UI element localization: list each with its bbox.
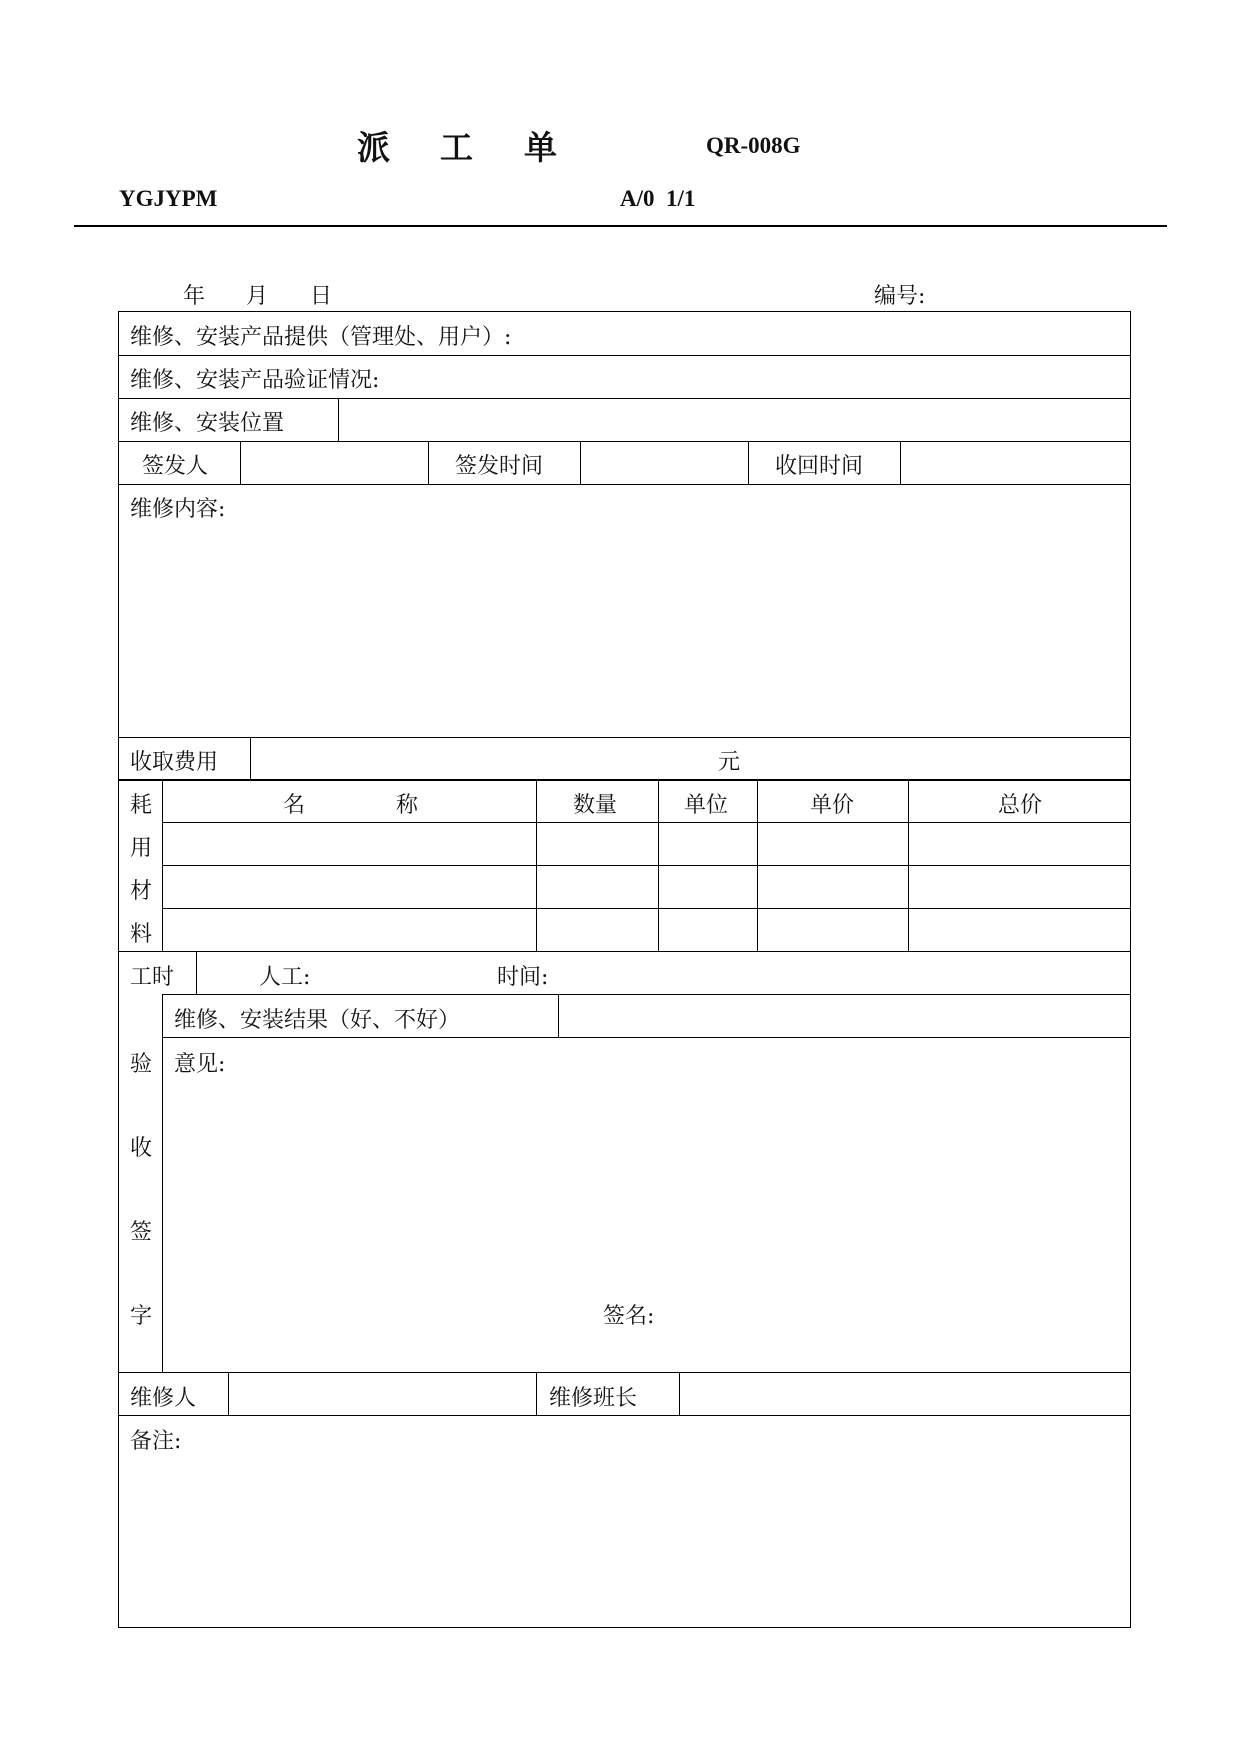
grid-line [162,994,163,1372]
grid-line [118,1372,1131,1373]
grid-line [580,441,581,484]
grid-line [536,1372,537,1415]
grid-line [118,779,1131,781]
grid-line [162,822,1131,823]
grid-line [536,779,537,951]
title-char-1: 派 [357,128,390,167]
repair-result-field[interactable] [560,996,1129,1035]
quantity-header: 数量 [573,793,618,818]
year-label: 年 [183,284,206,309]
team-leader-label: 维修班长 [549,1386,638,1411]
repairer-field[interactable] [230,1374,534,1413]
title-char-2: 工 [440,128,473,167]
grid-line [118,441,1131,442]
document-code: QR-008G [706,133,801,158]
product-verification-label: 维修、安装产品验证情况: [130,368,380,393]
labor-label: 人工: [259,965,311,990]
grid-line [240,441,241,484]
grid-line [162,1037,1131,1038]
remarks-field[interactable] [120,1457,1129,1626]
grid-line [658,779,659,951]
material-name-header-char: 称 [396,793,419,818]
grid-line [228,1372,229,1415]
grid-line [558,994,559,1037]
grid-line [748,441,749,484]
issue-time-field[interactable] [582,443,746,482]
grid-line [250,737,251,779]
issue-time-label: 签发时间 [455,454,544,479]
return-time-label: 收回时间 [775,454,864,479]
unit-price-header: 单价 [810,793,855,818]
opinion-field[interactable] [164,1080,1129,1280]
grid-line [757,779,758,951]
repair-result-label: 维修、安装结果（好、不好） [174,1008,461,1033]
grid-line [162,865,1131,866]
fee-label: 收取费用 [130,750,219,775]
acceptance-side-char: 收 [130,1136,153,1161]
fee-unit: 元 [718,750,741,775]
repair-content-field[interactable] [120,526,1129,735]
grid-line [900,441,901,484]
location-label: 维修、安装位置 [130,411,285,436]
grid-line [162,908,1131,909]
company-code: YGJYPM [119,186,218,211]
grid-line [162,779,163,951]
serial-number-label: 编号: [874,284,926,309]
day-label: 日 [310,284,333,309]
issuer-field[interactable] [242,443,426,482]
acceptance-side-char: 验 [130,1052,153,1077]
repair-content-label: 维修内容: [130,497,226,522]
work-hours-label: 工时 [130,965,175,990]
grid-line [118,484,1131,485]
month-label: 月 [246,284,269,309]
remarks-label: 备注: [130,1429,182,1454]
title-char-3: 单 [524,128,557,167]
header-rule [74,225,1167,227]
version-label: A/0 1/1 [620,186,696,211]
repairer-label: 维修人 [130,1386,197,1411]
acceptance-side-char: 字 [130,1304,153,1329]
grid-line [118,737,1131,738]
opinion-label: 意见: [174,1052,226,1077]
material-name-header-char: 名 [283,793,306,818]
grid-line [118,951,1131,952]
grid-line [118,1415,1131,1416]
materials-side-char: 耗 [130,793,153,818]
unit-header: 单位 [684,793,729,818]
signature-label: 签名: [603,1304,655,1329]
acceptance-side-char: 签 [130,1220,153,1245]
team-leader-field[interactable] [681,1374,1129,1413]
grid-line [428,441,429,484]
grid-line [162,994,1131,995]
total-price-header: 总价 [998,793,1043,818]
fee-field[interactable] [252,739,1129,777]
grid-line [908,779,909,951]
materials-side-char: 料 [130,922,153,947]
time-label: 时间: [497,965,549,990]
grid-line [118,355,1131,356]
location-field[interactable] [340,400,1129,439]
grid-line [196,951,197,994]
return-time-field[interactable] [902,443,1129,482]
materials-side-char: 用 [130,836,153,861]
grid-line [679,1372,680,1415]
issuer-label: 签发人 [142,454,209,479]
product-provider-label: 维修、安装产品提供（管理处、用户）: [130,325,512,350]
grid-line [118,398,1131,399]
materials-side-char: 材 [130,879,153,904]
grid-line [338,398,339,441]
